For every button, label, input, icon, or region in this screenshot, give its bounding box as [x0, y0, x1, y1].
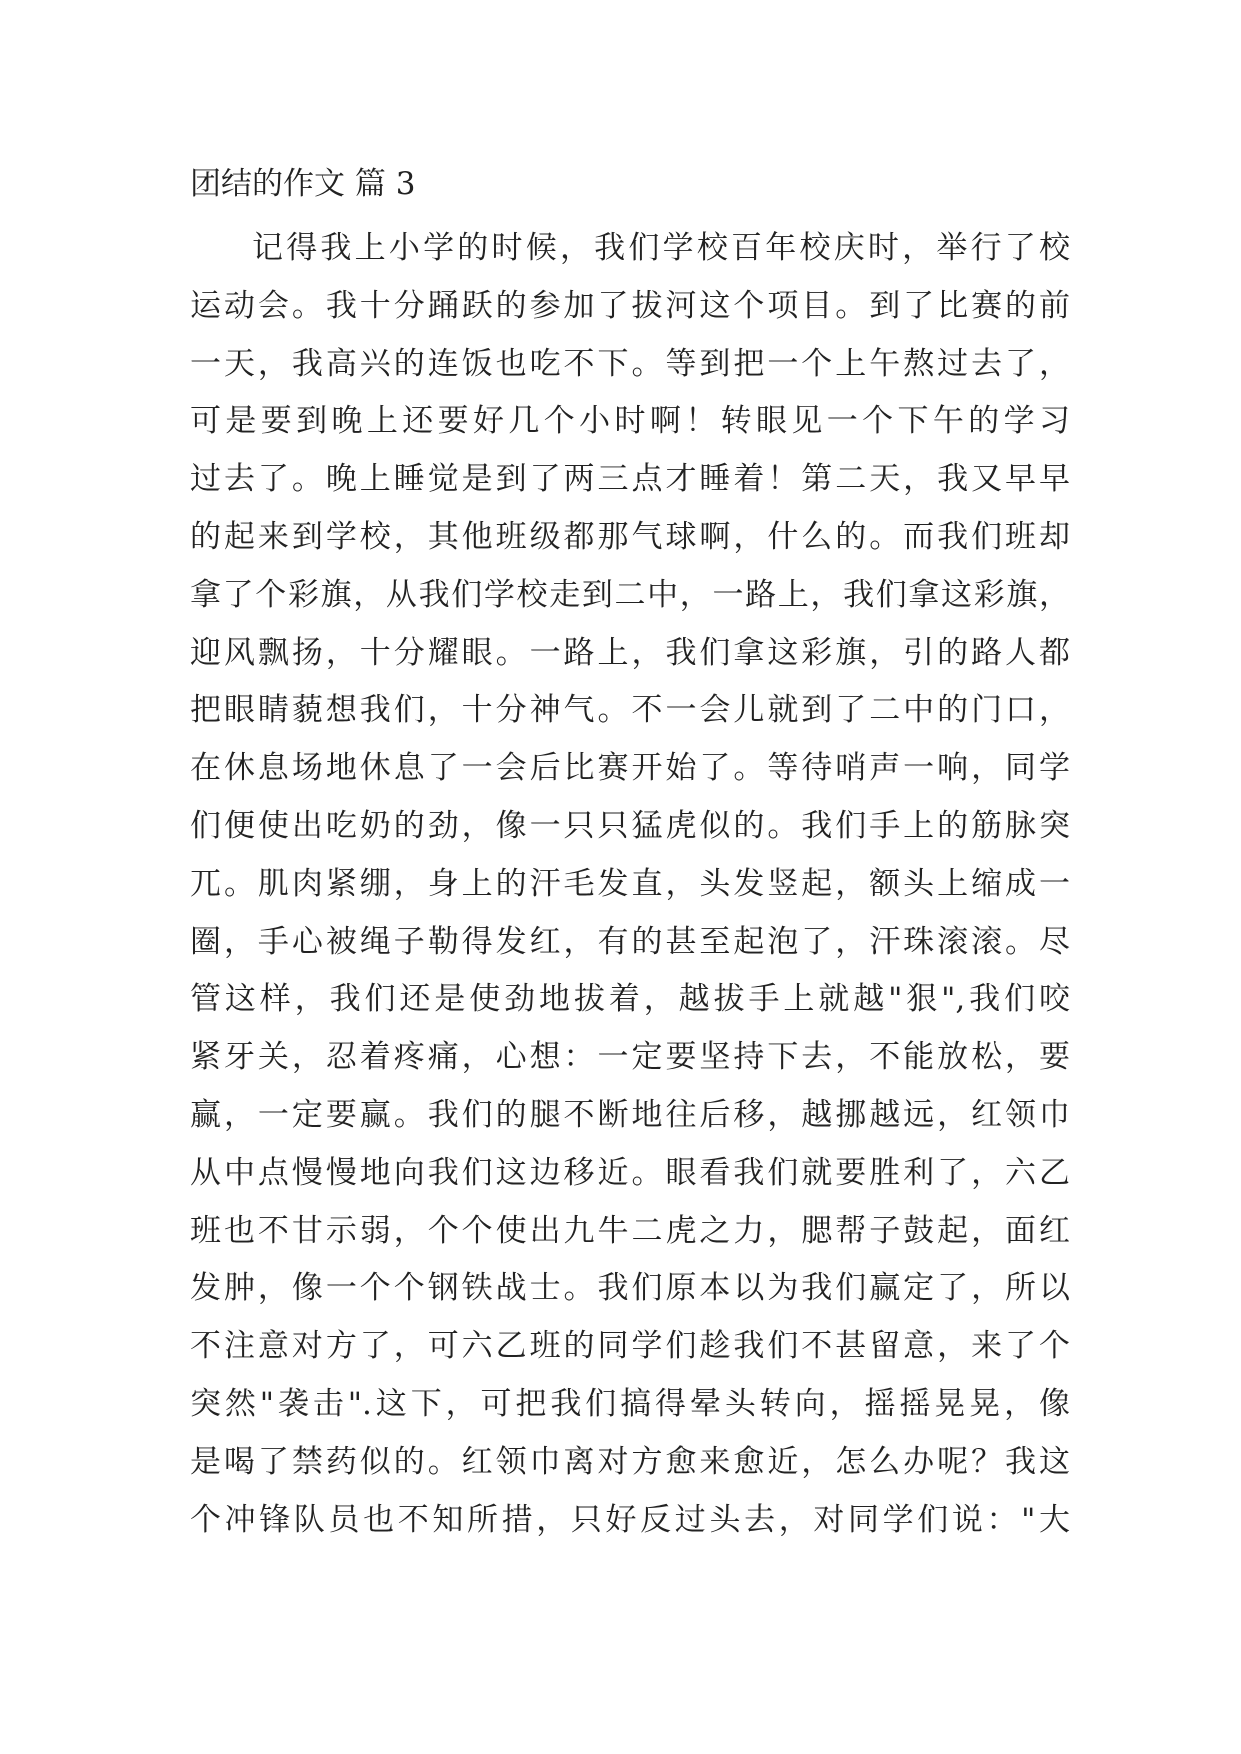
text-line: 班也不甘示弱，个个使出九牛二虎之力，腮帮子鼓起，面红 [190, 1212, 1070, 1249]
text-line: 紧牙关，忍着疼痛，心想：一定要坚持下去，不能放松，要 [190, 1039, 1070, 1076]
text-line: 赢，一定要赢。我们的腿不断地往后移，越挪越远，红领巾 [190, 1096, 1070, 1133]
text-line: 记得我上小学的时候，我们学校百年校庆时，举行了校 [252, 230, 1070, 266]
text-line: 发肿，像一个个钢铁战士。我们原本以为我们赢定了，所以 [190, 1270, 1070, 1307]
text-line: 一天，我高兴的连饭也吃不下。等到把一个上午熬过去了， [190, 345, 1070, 382]
text-line: 在休息场地休息了一会后比赛开始了。等待哨声一响，同学 [190, 750, 1070, 787]
text-line: 们便使出吃奶的劲，像一只只猛虎似的。我们手上的筋脉突 [190, 807, 1070, 844]
text-line: 圈，手心被绳子勒得发红，有的甚至起泡了，汗珠滚滚。尽 [190, 923, 1070, 960]
text-line: 过去了。晚上睡觉是到了两三点才睡着！第二天，我又早早 [190, 461, 1070, 498]
text-line: 把眼睛藐想我们，十分神气。不一会儿就到了二中的门口， [190, 692, 1070, 729]
text-line: 个冲锋队员也不知所措，只好反过头去，对同学们说："大 [190, 1501, 1070, 1538]
text-line: 不注意对方了，可六乙班的同学们趁我们不甚留意，来了个 [190, 1328, 1070, 1365]
text-line: 从中点慢慢地向我们这边移近。眼看我们就要胜利了，六乙 [190, 1154, 1070, 1191]
text-line: 拿了个彩旗，从我们学校走到二中，一路上，我们拿这彩旗， [190, 576, 1070, 613]
text-line: 的起来到学校，其他班级都那气球啊，什么的。而我们班却 [190, 518, 1070, 555]
text-line: 运动会。我十分踊跃的参加了拔河这个项目。到了比赛的前 [190, 287, 1070, 324]
text-line: 可是要到晚上还要好几个小时啊！转眼见一个下午的学习 [190, 403, 1070, 440]
essay-body [190, 220, 1070, 1549]
text-line: 兀。肌肉紧绷，身上的汗毛发直，头发竖起，额头上缩成一 [190, 865, 1070, 902]
text-line: 管这样，我们还是使劲地拔着，越拔手上就越"狠",我们咬 [190, 981, 1070, 1018]
essay-title: 团结的作文 篇 3 [190, 166, 416, 202]
text-line: 突然"袭击".这下，可把我们搞得晕头转向，摇摇晃晃，像 [190, 1385, 1070, 1422]
text-line: 是喝了禁药似的。红领巾离对方愈来愈近，怎么办呢？我这 [190, 1443, 1070, 1480]
text-line: 迎风飘扬，十分耀眼。一路上，我们拿这彩旗，引的路人都 [190, 634, 1070, 671]
